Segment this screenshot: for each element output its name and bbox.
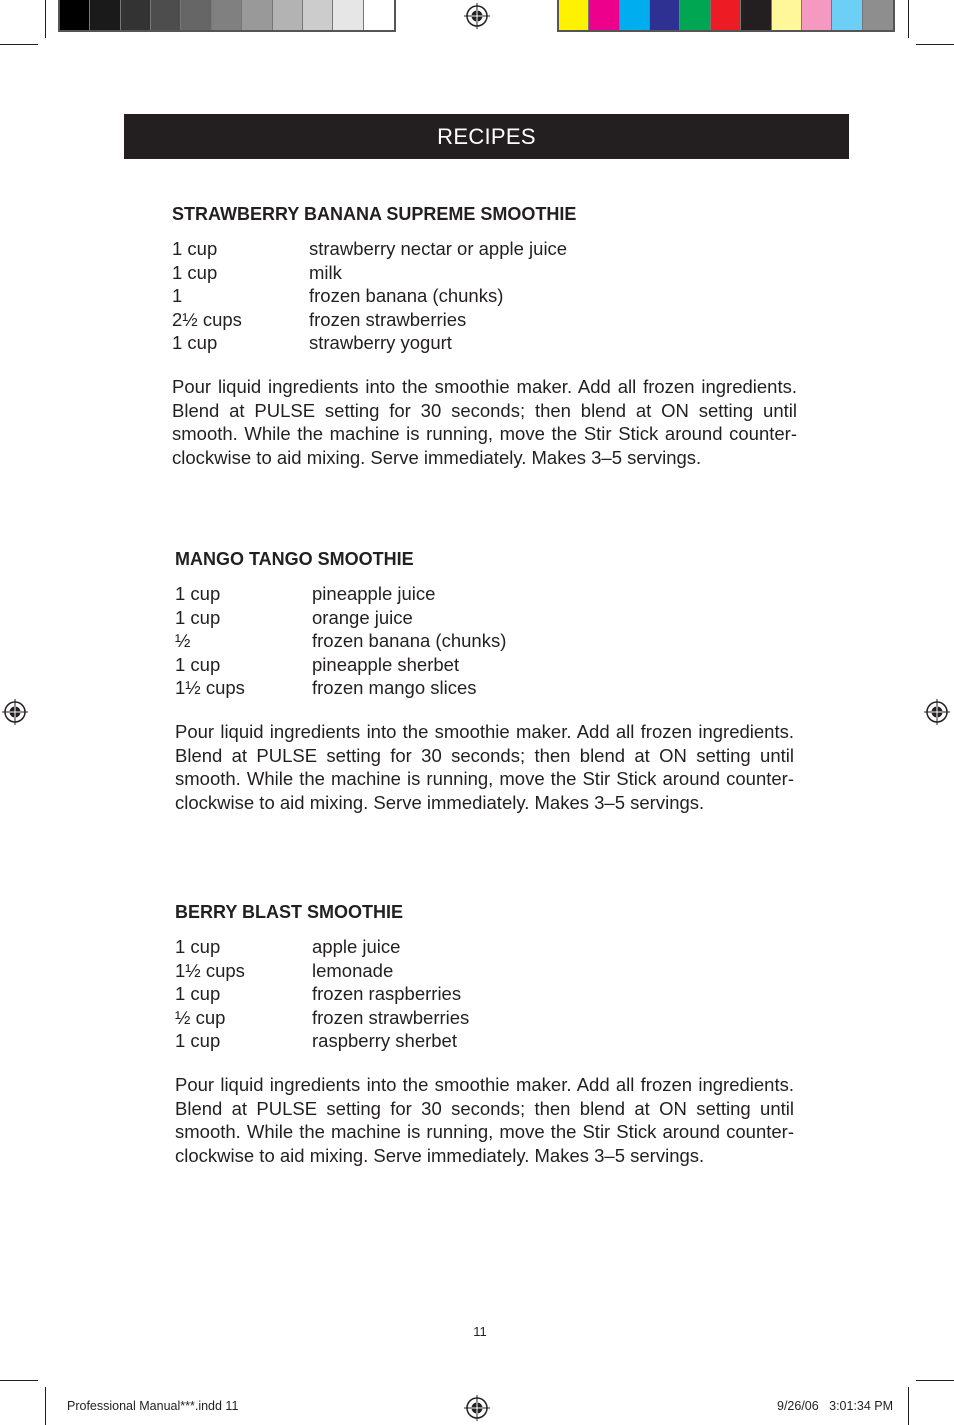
- ingredient-item: frozen strawberries: [309, 308, 467, 330]
- ingredient-qty: 1 cup: [172, 238, 218, 259]
- ingredient-list: [172, 237, 797, 355]
- color-swatch: [364, 0, 394, 30]
- page-title: RECIPES: [437, 123, 536, 149]
- ingredient-row: [175, 1006, 794, 1030]
- ingredient-row: [175, 582, 794, 606]
- registration-mark-icon: [924, 699, 950, 725]
- registration-mark-icon: [464, 3, 490, 29]
- recipe-instructions: Pour liquid ingredients into the smoothie maker. Add all frozen ingredients. Blend at PULSE setting for 30 seconds; then blend at ON setting until smooth. While the machine is running, move the Stir Stick around counter-clockwise to aid mixing. Serve immediately. Makes 3–5 servings.: [175, 1073, 794, 1167]
- color-swatch: [650, 0, 680, 30]
- recipe-instructions: Pour liquid ingredients into the smoothie maker. Add all frozen ingredients. Blend at PULSE setting for 30 seconds; then blend at ON setting until smooth. While the machine is running, move the Stir Stick around counter-clockwise to aid mixing. Serve immediately. Makes 3–5 servings.: [175, 720, 794, 814]
- ingredient-row: [175, 653, 794, 677]
- ingredient-qty: 1 cup: [172, 261, 218, 283]
- ingredient-qty: ½: [175, 630, 191, 652]
- ingredient-item: strawberry nectar or apple juice: [309, 238, 568, 259]
- section-header: [124, 114, 849, 159]
- crop-mark-top-left-h: [0, 44, 38, 45]
- ingredient-qty: 1: [172, 285, 183, 307]
- ingredient-qty: 1 cup: [175, 936, 221, 957]
- ingredient-item: pineapple sherbet: [312, 653, 460, 675]
- color-swatch: [863, 0, 893, 30]
- crop-mark-bottom-left-v: [45, 1387, 46, 1425]
- ingredient-item: frozen mango slices: [312, 677, 477, 699]
- color-swatch: [333, 0, 363, 30]
- page-number: 11: [473, 1324, 487, 1339]
- ingredient-row: [175, 935, 794, 959]
- color-swatch: [60, 0, 90, 30]
- ingredient-row: [175, 606, 794, 630]
- ingredient-qty: 1 cup: [175, 606, 221, 628]
- color-swatch: [273, 0, 303, 30]
- ingredient-item: strawberry yogurt: [309, 332, 452, 354]
- color-swatch: [242, 0, 272, 30]
- recipe-title: MANGO TANGO SMOOTHIE: [175, 549, 414, 569]
- ingredient-row: [175, 1029, 794, 1053]
- footer-file-info: Professional Manual***.indd 11: [67, 1399, 239, 1413]
- recipe-mango-tango: [175, 548, 794, 815]
- ingredient-item: frozen raspberries: [312, 983, 462, 1005]
- ingredient-row: [172, 331, 797, 355]
- color-swatch: [620, 0, 650, 30]
- color-swatch: [772, 0, 802, 30]
- color-swatch: [303, 0, 333, 30]
- ingredient-row: [172, 237, 797, 261]
- recipe-berry-blast: [175, 901, 794, 1168]
- recipe-title: STRAWBERRY BANANA SUPREME SMOOTHIE: [172, 204, 577, 224]
- color-swatch: [559, 0, 589, 30]
- ingredient-row: [172, 308, 797, 332]
- color-swatch: [802, 0, 832, 30]
- ingredient-item: orange juice: [312, 606, 413, 628]
- crop-mark-bottom-left-h: [0, 1380, 38, 1381]
- crop-mark-top-right-v: [908, 0, 909, 38]
- recipe-instructions: Pour liquid ingredients into the smoothie maker. Add all frozen ingredients. Blend at PULSE setting for 30 seconds; then blend at ON setting until smooth. While the machine is running, move the Stir Stick around counter-clockwise to aid mixing. Serve immediately. Makes 3–5 servings.: [172, 375, 797, 469]
- crop-mark-top-right-h: [916, 44, 954, 45]
- ingredient-item: pineapple juice: [312, 583, 436, 604]
- crop-mark-bottom-right-v: [908, 1387, 909, 1425]
- ingredient-item: frozen strawberries: [312, 1006, 470, 1028]
- color-swatch: [711, 0, 741, 30]
- registration-mark-icon: [464, 1395, 490, 1421]
- ingredient-qty: 1½ cups: [175, 959, 245, 981]
- ingredient-item: milk: [309, 261, 342, 283]
- ingredient-qty: 1 cup: [172, 332, 218, 354]
- ingredient-item: raspberry sherbet: [312, 1030, 457, 1052]
- registration-mark-icon: [2, 699, 28, 725]
- ingredient-list: [175, 582, 794, 700]
- recipe-title: BERRY BLAST SMOOTHIE: [175, 902, 404, 922]
- ingredient-qty: 1½ cups: [175, 677, 245, 699]
- ingredient-row: [175, 959, 794, 983]
- ingredient-qty: ½ cup: [175, 1006, 226, 1028]
- crop-mark-bottom-right-h: [916, 1380, 954, 1381]
- ingredient-qty: 1 cup: [175, 653, 221, 675]
- color-swatch: [212, 0, 242, 30]
- color-swatch: [832, 0, 862, 30]
- ingredient-item: apple juice: [312, 936, 401, 957]
- ingredient-qty: 1 cup: [175, 983, 221, 1005]
- ingredient-row: [175, 982, 794, 1006]
- ingredient-qty: 2½ cups: [172, 308, 242, 330]
- color-swatch: [121, 0, 151, 30]
- color-swatch: [181, 0, 211, 30]
- ingredient-row: [172, 284, 797, 308]
- crop-mark-top-left-v: [45, 0, 46, 38]
- color-swatch: [741, 0, 771, 30]
- color-swatch: [589, 0, 619, 30]
- footer-timestamp: 9/26/06 3:01:34 PM: [777, 1399, 894, 1413]
- color-swatch: [90, 0, 120, 30]
- ingredient-qty: 1 cup: [175, 583, 221, 604]
- ingredient-list: [175, 935, 794, 1053]
- ingredient-item: frozen banana (chunks): [312, 630, 507, 652]
- ingredient-row: [175, 629, 794, 653]
- ingredient-row: [175, 676, 794, 700]
- color-swatch: [151, 0, 181, 30]
- process-color-bar: [557, 0, 895, 32]
- grayscale-color-bar: [58, 0, 396, 32]
- ingredient-row: [172, 261, 797, 285]
- ingredient-item: frozen banana (chunks): [309, 285, 504, 307]
- color-swatch: [680, 0, 710, 30]
- recipe-strawberry-banana: [172, 203, 797, 470]
- ingredient-item: lemonade: [312, 959, 394, 981]
- ingredient-qty: 1 cup: [175, 1030, 221, 1052]
